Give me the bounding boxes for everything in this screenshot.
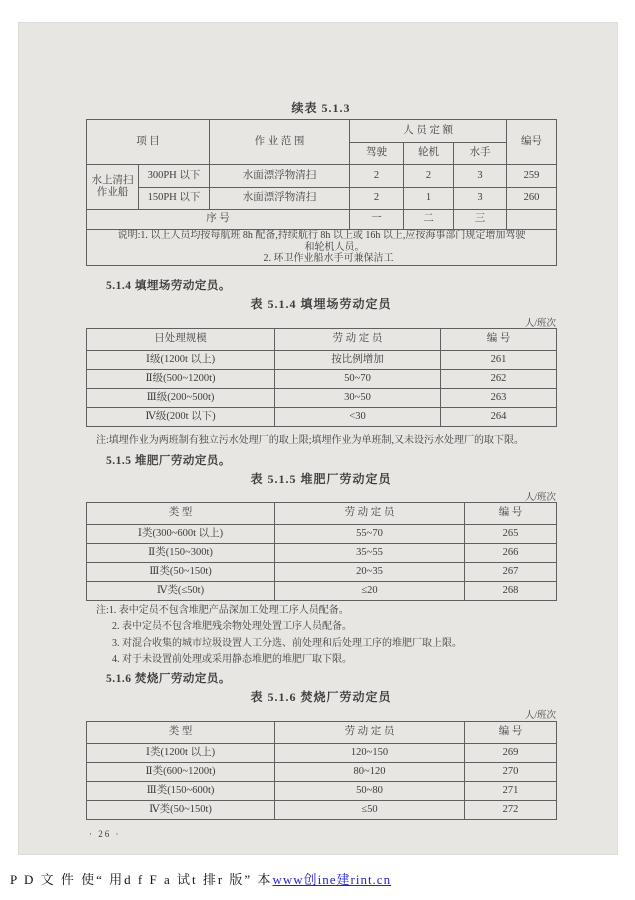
table-row <box>87 801 557 820</box>
cell-quota: <30 <box>275 408 441 427</box>
cell-number: 272 <box>465 801 557 820</box>
table-row <box>87 744 557 763</box>
table-row <box>87 230 557 266</box>
table-row <box>87 351 557 370</box>
note-line: 和轮机人员。 <box>304 241 365 253</box>
table-514-title: 表 5.1.4 填埋场劳动定员 <box>250 297 392 311</box>
cell-driver: 2 <box>350 165 404 188</box>
cell-number: 264 <box>441 408 557 427</box>
cell-seq-1: 一 <box>350 210 404 230</box>
cell-engineer: 2 <box>404 165 454 188</box>
header-quota: 劳 动 定 员 <box>275 722 465 744</box>
note-line: 说明:1. 以上人员均按每航班 8h 配备,持续航行 8h 以上或 16h 以上,应按海事部门规定增加驾驶 <box>117 230 526 241</box>
cell-type: Ⅰ类(300~600t 以上) <box>87 525 275 544</box>
cell-type: Ⅱ类(600~1200t) <box>87 763 275 782</box>
cell-type: Ⅳ类(≤50t) <box>87 582 275 601</box>
cell-engineer: 1 <box>404 188 454 210</box>
cell-type: Ⅲ类(50~150t) <box>87 563 275 582</box>
cell-seq-empty <box>507 210 557 230</box>
table-row <box>87 563 557 582</box>
table-row <box>87 722 557 744</box>
cell-number: 262 <box>441 370 557 389</box>
cell-quota: 30~50 <box>275 389 441 408</box>
cell-number: 266 <box>465 544 557 563</box>
table-515-unit: 人/班次 <box>524 493 556 503</box>
table-row <box>87 408 557 427</box>
cell-type: Ⅱ类(150~300t) <box>87 544 275 563</box>
note-line: 注:1. 表中定员不包含堆肥产品深加工处理工序人员配备。 <box>96 605 349 616</box>
cell-quota: ≤50 <box>275 801 465 820</box>
note-line: 3. 对混合收集的城市垃圾设置人工分选、前处理和后处理工序的堆肥厂取上限。 <box>112 637 462 649</box>
cell-number: 261 <box>441 351 557 370</box>
table-row <box>87 544 557 563</box>
cell-scope: 水面漂浮物清扫 <box>210 188 350 210</box>
watermark-text: P D 文 件 使“ 用d f F a 试t 排r 版” 本 <box>10 872 273 887</box>
header-type: 类 型 <box>87 722 275 744</box>
table-row <box>87 782 557 801</box>
cell-sailor: 3 <box>454 165 507 188</box>
table-514-unit: 人/班次 <box>524 319 556 329</box>
header-sailor: 水手 <box>454 143 507 165</box>
header-quota: 劳 动 定 员 <box>275 329 441 351</box>
header-driver: 驾驶 <box>350 143 404 165</box>
cell-type: Ⅰ类(1200t 以上) <box>87 744 275 763</box>
table-513 <box>86 119 557 266</box>
table-515-title: 表 5.1.5 堆肥厂劳动定员 <box>250 472 392 486</box>
cell-number: 265 <box>465 525 557 544</box>
table-516-unit: 人/班次 <box>524 711 556 721</box>
table-row <box>87 329 557 351</box>
cell-group-label: 水上清扫作业船 <box>87 165 139 210</box>
cell-number: 271 <box>465 782 557 801</box>
cell-quota: ≤20 <box>275 582 465 601</box>
note-line: 4. 对于未设置前处理或采用静态堆肥的堆肥厂取下限。 <box>112 653 352 665</box>
table-514-note: 注:填埋作业为两班制有独立污水处理厂的取上限;填埋作业为单班制,又未设污水处理厂的取下限。 <box>96 435 525 446</box>
cell-scope: 水面漂浮物清扫 <box>210 165 350 188</box>
page-number: · 26 · <box>89 829 121 839</box>
pdf-watermark-footer <box>10 869 630 888</box>
note-line: 2. 表中定员不包含堆肥残余物处理处置工序人员配备。 <box>112 621 352 633</box>
header-item: 项 目 <box>87 120 210 165</box>
cell-quota: 50~80 <box>275 782 465 801</box>
cell-number: 267 <box>465 563 557 582</box>
header-scope: 作 业 范 围 <box>210 120 350 165</box>
table-row <box>87 188 557 210</box>
cell-number: 270 <box>465 763 557 782</box>
cell-quota: 55~70 <box>275 525 465 544</box>
cell-number: 269 <box>465 744 557 763</box>
table-row <box>87 165 557 188</box>
cell-number: 259 <box>507 165 557 188</box>
table-515-notes <box>96 603 462 668</box>
table-row <box>87 389 557 408</box>
cell-scale: Ⅱ级(500~1200t) <box>87 370 275 389</box>
header-number: 编 号 <box>441 329 557 351</box>
cell-type: Ⅲ类(150~600t) <box>87 782 275 801</box>
cell-quota: 80~120 <box>275 763 465 782</box>
cell-scale: Ⅳ级(200t 以下) <box>87 408 275 427</box>
section-516-heading: 5.1.6 焚烧厂劳动定员。 <box>106 673 231 685</box>
cell-size: 300PH 以下 <box>139 165 210 188</box>
cell-quota: 35~55 <box>275 544 465 563</box>
table-516 <box>86 721 557 820</box>
table-row <box>87 582 557 601</box>
cell-driver: 2 <box>350 188 404 210</box>
cell-quota: 120~150 <box>275 744 465 763</box>
cell-number: 268 <box>465 582 557 601</box>
header-engineer: 轮机 <box>404 143 454 165</box>
table-row <box>87 370 557 389</box>
header-type: 类 型 <box>87 503 275 525</box>
note-line: 2. 环卫作业船水手可兼保洁工 <box>263 253 394 264</box>
cell-seq-label: 序 号 <box>87 210 350 230</box>
header-quota: 劳 动 定 员 <box>275 503 465 525</box>
header-scale: 日处理规模 <box>87 329 275 351</box>
table-514 <box>86 328 557 427</box>
table-515 <box>86 502 557 601</box>
table-row <box>87 120 557 143</box>
cell-seq-3: 三 <box>454 210 507 230</box>
cell-number: 263 <box>441 389 557 408</box>
table-row <box>87 503 557 525</box>
table-row <box>87 763 557 782</box>
cell-type: Ⅳ类(50~150t) <box>87 801 275 820</box>
section-515-heading: 5.1.5 堆肥厂劳动定员。 <box>106 455 231 467</box>
cell-seq-2: 二 <box>404 210 454 230</box>
cell-size: 150PH 以下 <box>139 188 210 210</box>
cell-sailor: 3 <box>454 188 507 210</box>
cell-quota: 20~35 <box>275 563 465 582</box>
document-page <box>18 22 618 855</box>
header-number: 编 号 <box>465 722 557 744</box>
watermark-link[interactable]: www创ine建rint.cn <box>272 872 392 887</box>
cell-quota: 按比例增加 <box>275 351 441 370</box>
cell-number: 260 <box>507 188 557 210</box>
header-number: 编 号 <box>465 503 557 525</box>
header-number: 编号 <box>507 120 557 165</box>
header-quota-group: 人 员 定 额 <box>350 120 507 143</box>
cell-scale: Ⅲ级(200~500t) <box>87 389 275 408</box>
table-row <box>87 210 557 230</box>
table-516-title: 表 5.1.6 焚烧厂劳动定员 <box>250 690 392 704</box>
table-513-title: 续表 5.1.3 <box>291 101 351 115</box>
section-514-heading: 5.1.4 填埋场劳动定员。 <box>106 280 231 292</box>
cell-quota: 50~70 <box>275 370 441 389</box>
table-row <box>87 525 557 544</box>
table-513-notes-cell <box>87 230 557 266</box>
cell-scale: Ⅰ级(1200t 以上) <box>87 351 275 370</box>
